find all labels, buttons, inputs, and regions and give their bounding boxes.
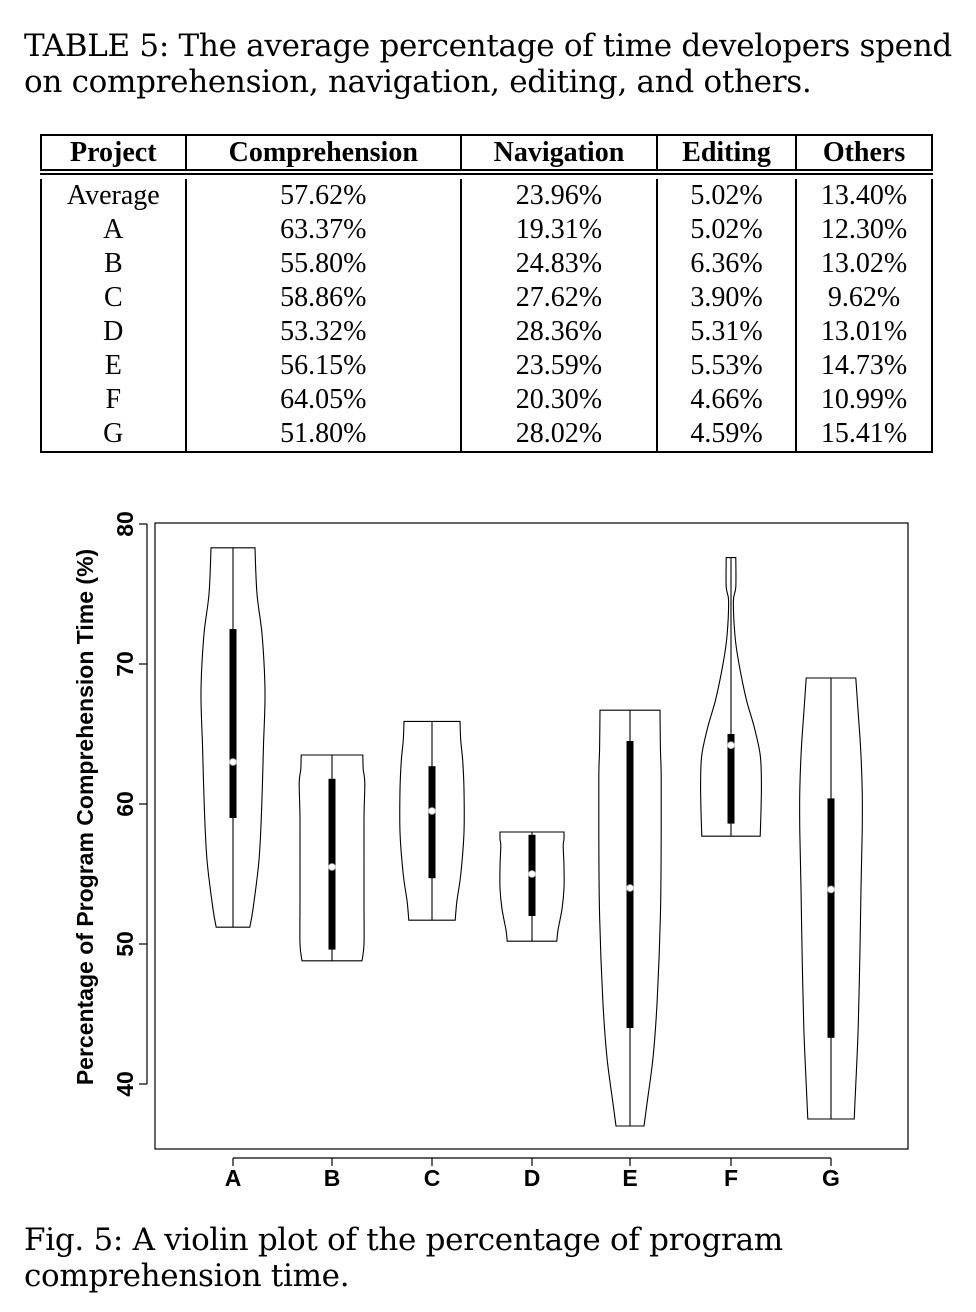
table-cell: 28.36% bbox=[461, 315, 657, 349]
table-cell: 58.86% bbox=[186, 281, 461, 315]
table-row bbox=[41, 349, 932, 383]
violin-F bbox=[701, 558, 762, 837]
column-header-1: Comprehension bbox=[186, 135, 461, 172]
x-tick-label: A bbox=[224, 1165, 242, 1191]
table-header bbox=[41, 135, 932, 172]
table-cell: 57.62% bbox=[186, 179, 461, 213]
table-row bbox=[41, 383, 932, 417]
violin-B bbox=[299, 755, 365, 961]
violin-median bbox=[329, 864, 336, 871]
table-cell: 23.96% bbox=[461, 179, 657, 213]
table-cell: 53.32% bbox=[186, 315, 461, 349]
table-cell: Average bbox=[41, 179, 186, 213]
y-axis-label: Percentage of Program Comprehension Time (%) bbox=[72, 548, 98, 1086]
y-tick-label: 60 bbox=[112, 791, 138, 817]
violin-median bbox=[429, 808, 436, 815]
violin-series bbox=[201, 548, 862, 1126]
table-row bbox=[41, 213, 932, 247]
figure-caption: Fig. 5: A violin plot of the percentage of program comprehension time. bbox=[24, 1222, 783, 1294]
table-row bbox=[41, 417, 932, 452]
table-row bbox=[41, 179, 932, 213]
violin-G bbox=[800, 678, 863, 1119]
x-tick-label: G bbox=[822, 1165, 840, 1191]
table-cell: A bbox=[41, 213, 186, 247]
table-cell: 64.05% bbox=[186, 383, 461, 417]
column-header-0: Project bbox=[41, 135, 186, 172]
x-tick-label: E bbox=[622, 1165, 638, 1191]
results-table bbox=[40, 134, 933, 453]
table-cell: D bbox=[41, 315, 186, 349]
violin-iqr-box bbox=[828, 798, 835, 1037]
column-header-2: Navigation bbox=[461, 135, 657, 172]
table-cell: G bbox=[41, 417, 186, 452]
table-cell: 12.30% bbox=[796, 213, 932, 247]
table-cell: 19.31% bbox=[461, 213, 657, 247]
column-header-4: Others bbox=[796, 135, 932, 172]
table-cell: F bbox=[41, 383, 186, 417]
header-separator bbox=[41, 172, 932, 179]
table-cell: 24.83% bbox=[461, 247, 657, 281]
y-tick-label: 80 bbox=[112, 511, 138, 537]
table-cell: 4.66% bbox=[657, 383, 796, 417]
violin-E bbox=[599, 710, 662, 1126]
violin-A bbox=[201, 548, 265, 927]
table-row bbox=[41, 247, 932, 281]
violin-median bbox=[230, 759, 237, 766]
table-row bbox=[41, 315, 932, 349]
x-tick-label: B bbox=[323, 1165, 341, 1191]
table-cell: E bbox=[41, 349, 186, 383]
column-header-3: Editing bbox=[657, 135, 796, 172]
x-tick-label: D bbox=[523, 1165, 541, 1191]
table-cell: 51.80% bbox=[186, 417, 461, 452]
table-cell: C bbox=[41, 281, 186, 315]
table-cell: 55.80% bbox=[186, 247, 461, 281]
table-cell: 27.62% bbox=[461, 281, 657, 315]
table-caption: TABLE 5: The average percentage of time developers spend on comprehension, navigation, editing, and others. bbox=[24, 28, 952, 100]
table-cell: 6.36% bbox=[657, 247, 796, 281]
violin-median bbox=[529, 871, 536, 878]
table-cell: 23.59% bbox=[461, 349, 657, 383]
table-row bbox=[41, 281, 932, 315]
violin-iqr-box bbox=[429, 766, 436, 878]
table-body bbox=[41, 172, 932, 452]
y-tick-label: 50 bbox=[112, 931, 138, 957]
violin-median bbox=[627, 885, 634, 892]
x-tick-label: F bbox=[723, 1165, 739, 1191]
table-cell: 15.41% bbox=[796, 417, 932, 452]
table-cell: 14.73% bbox=[796, 349, 932, 383]
violin-iqr-box bbox=[230, 629, 237, 818]
y-axis bbox=[112, 511, 147, 1097]
violin-C bbox=[400, 721, 465, 920]
table-cell: 5.53% bbox=[657, 349, 796, 383]
table-cell: 10.99% bbox=[796, 383, 932, 417]
table-cell: 56.15% bbox=[186, 349, 461, 383]
table-cell: 20.30% bbox=[461, 383, 657, 417]
x-tick-label: C bbox=[423, 1165, 441, 1191]
violin-median bbox=[728, 742, 735, 749]
violin-D bbox=[500, 832, 564, 941]
y-tick-label: 70 bbox=[112, 651, 138, 677]
table-cell: 28.02% bbox=[461, 417, 657, 452]
table-cell: 5.02% bbox=[657, 179, 796, 213]
table-cell: 5.02% bbox=[657, 213, 796, 247]
table-cell: 9.62% bbox=[796, 281, 932, 315]
table-cell: 5.31% bbox=[657, 315, 796, 349]
table-cell: 13.01% bbox=[796, 315, 932, 349]
table-cell: 63.37% bbox=[186, 213, 461, 247]
table-cell: B bbox=[41, 247, 186, 281]
violin-plot bbox=[0, 500, 976, 1200]
violin-median bbox=[828, 886, 835, 893]
x-axis bbox=[225, 1158, 840, 1191]
table-cell: 13.40% bbox=[796, 179, 932, 213]
table-cell: 3.90% bbox=[657, 281, 796, 315]
table-cell: 4.59% bbox=[657, 417, 796, 452]
y-tick-label: 40 bbox=[112, 1071, 138, 1097]
table-cell: 13.02% bbox=[796, 247, 932, 281]
table-header-row bbox=[41, 135, 932, 172]
